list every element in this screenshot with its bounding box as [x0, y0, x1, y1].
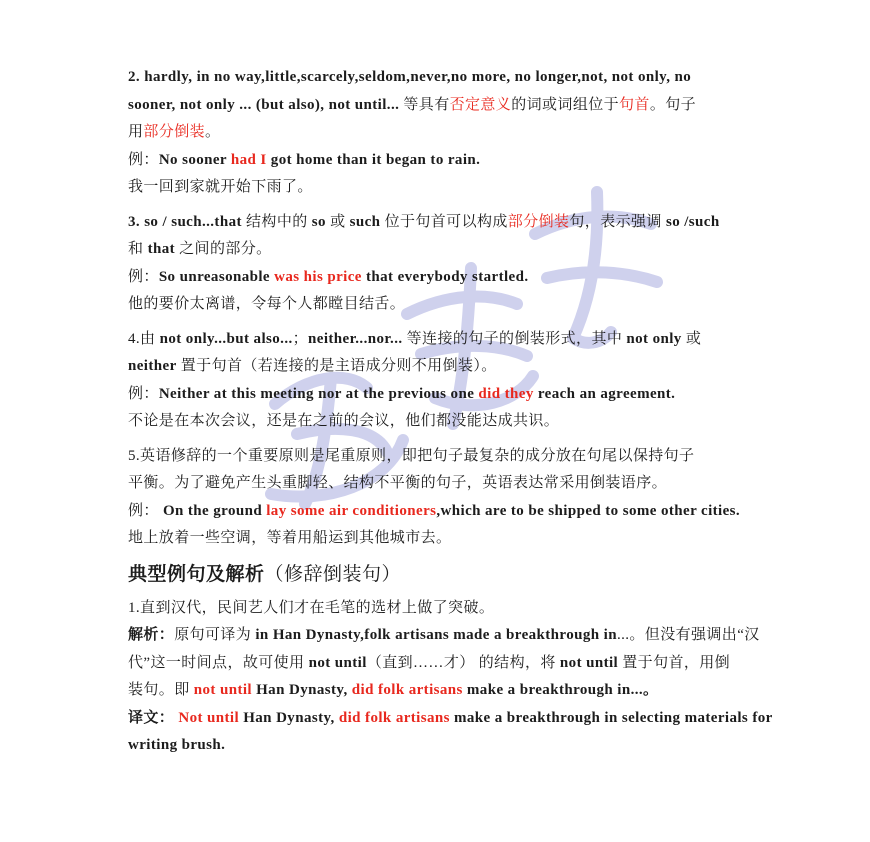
highlight-red-text: 句首: [619, 96, 650, 113]
text-segment: neither...nor...: [308, 330, 403, 347]
text-line: [128, 291, 748, 319]
text-segment: 3. so / such...that: [128, 213, 247, 230]
highlight-red-text: not until: [193, 682, 252, 698]
rule-2-negative-adverbs: [128, 64, 748, 202]
text-segment: 。句子: [649, 96, 697, 113]
highlight-red-text: 部分倒装: [507, 213, 570, 230]
text-segment: ,which are to be shipped to some other cities.: [436, 502, 741, 519]
text-line: [128, 622, 760, 650]
text-segment: Han Dynasty,: [251, 682, 352, 698]
text-segment: 他的要价太离谱，令每个人都瞠目结舌。: [128, 296, 406, 312]
text-line: [128, 595, 748, 623]
highlight-red-text: 部分倒装: [143, 124, 206, 140]
text-segment: 例：: [128, 151, 159, 168]
rule-5-end-weight-principle: [128, 443, 748, 553]
text-segment: 句，表示强调: [569, 213, 666, 230]
text-line: [128, 174, 748, 202]
text-segment: 结构中的: [246, 213, 312, 230]
text-segment: that everybody startled.: [361, 268, 529, 285]
text-line: [128, 408, 748, 436]
text-segment: 我一回到家就开始下雨了。: [128, 179, 313, 195]
text-line: [128, 650, 748, 678]
text-segment: No sooner: [158, 151, 231, 168]
text-segment: Neither at this meeting nor at the previous one: [158, 385, 479, 402]
text-line: [128, 209, 748, 237]
rule-3-so-such-that: [128, 209, 748, 319]
text-line: [128, 326, 748, 354]
text-segment: 等连接的句子的倒装形式，其中: [402, 330, 627, 347]
text-segment: 2. hardly, in no way,little,scarcely,seldom,never,no more, no longer,not, not only, no: [128, 69, 692, 85]
highlight-red-text: had I: [230, 151, 267, 168]
text-segment: 5.英语修辞的一个重要原则是尾重原则，即把句子最复杂的成分放在句尾以保持句子: [128, 447, 695, 464]
text-line: [128, 92, 748, 120]
text-segment: 1.直到汉代，民间艺人们才在毛笔的选材上做了突破。: [128, 599, 495, 616]
text-segment: 译文：: [128, 709, 175, 726]
heading-sub-text: （修辞倒装句）: [264, 563, 402, 585]
text-segment: 例：: [128, 268, 159, 285]
text-segment: 4.由: [128, 330, 160, 347]
text-line: [128, 119, 748, 147]
text-line: [128, 498, 748, 526]
highlight-red-text: was his price: [274, 268, 362, 285]
text-segment: So unreasonable: [158, 268, 275, 285]
text-segment: 平衡。为了避免产生头重脚轻、结构不平衡的句子，英语表达常采用倒装语序。: [128, 475, 668, 491]
highlight-red-text: did folk artisans: [338, 709, 450, 726]
text-segment: ...。但没有强调出“汉: [616, 627, 760, 643]
text-segment: that: [147, 241, 175, 257]
rule-4-not-only-neither-nor: [128, 326, 748, 436]
text-segment: Han Dynasty,: [239, 709, 339, 726]
text-segment: 地上放着一些空调，等着用船运到其他城市去。: [128, 530, 452, 546]
highlight-red-text: Not until: [178, 709, 240, 726]
text-segment: 等具有: [399, 96, 450, 113]
text-segment: 代”这一时间点，故可使用: [128, 654, 309, 671]
document-content: [128, 64, 773, 767]
text-line: [128, 64, 748, 92]
text-segment: 原句可译为: [174, 627, 256, 643]
text-segment: in Han Dynasty,folk artisans made a breakthrough in: [255, 627, 617, 643]
text-line: [128, 525, 748, 553]
text-segment: sooner, not only ... (but also), not until...: [128, 96, 400, 113]
text-segment: 置于句首，用倒: [618, 654, 731, 671]
text-segment: On the ground: [162, 502, 267, 519]
text-segment: 装句。即: [128, 682, 194, 698]
text-segment: 置于句首（若连接的是主语成分则不用倒装）。: [176, 358, 497, 374]
text-line: [128, 443, 748, 471]
example-1-han-dynasty: [128, 595, 773, 760]
text-segment: such: [349, 213, 381, 230]
text-segment: （直到……才） 的结构，将: [366, 654, 560, 671]
text-segment: 例：: [128, 385, 159, 402]
text-segment: 用: [128, 124, 144, 140]
text-segment: 或: [681, 330, 702, 347]
text-segment: 位于句首可以构成: [380, 213, 508, 230]
text-line: [128, 732, 748, 760]
text-segment: writing brush.: [128, 737, 226, 753]
text-segment: reach an agreement.: [533, 385, 676, 402]
text-line: [128, 705, 773, 733]
text-segment: 或: [325, 213, 350, 230]
text-segment: make a breakthrough in selecting materials for: [449, 709, 773, 726]
text-segment: not only: [626, 330, 682, 347]
text-line: [128, 470, 748, 498]
highlight-red-text: did they: [478, 385, 534, 402]
text-segment: 和: [128, 241, 148, 257]
text-segment: not only...but also...: [159, 330, 293, 347]
text-segment: 解析：: [128, 627, 175, 643]
text-line: [128, 677, 748, 705]
text-line: [128, 147, 748, 175]
text-segment: 之间的部分。: [175, 241, 272, 257]
text-segment: 例：: [128, 502, 163, 519]
text-segment: 的词或词组位于: [511, 96, 620, 113]
text-segment: make a breakthrough in...。: [462, 682, 659, 698]
heading-main-text: 典型例句及解析: [128, 563, 265, 585]
text-line: [128, 264, 748, 292]
text-segment: 不论是在本次会议，还是在之前的会议，他们都没能达成共识。: [128, 413, 560, 429]
text-line: [128, 381, 748, 409]
text-segment: 。: [205, 124, 221, 140]
text-segment: ；: [292, 330, 309, 347]
text-segment: not until: [559, 654, 619, 671]
highlight-red-text: did folk artisans: [351, 682, 463, 698]
section-heading-typical-examples: [128, 560, 748, 590]
text-segment: not until: [308, 654, 367, 671]
highlight-red-text: 否定意义: [449, 96, 512, 113]
text-segment: so: [311, 213, 326, 230]
text-line: [128, 353, 748, 381]
text-segment: got home than it began to rain.: [266, 151, 481, 168]
text-segment: so /such: [665, 213, 720, 230]
highlight-red-text: lay some air conditioners: [266, 502, 437, 519]
text-line: [128, 236, 748, 264]
text-segment: neither: [128, 358, 177, 374]
